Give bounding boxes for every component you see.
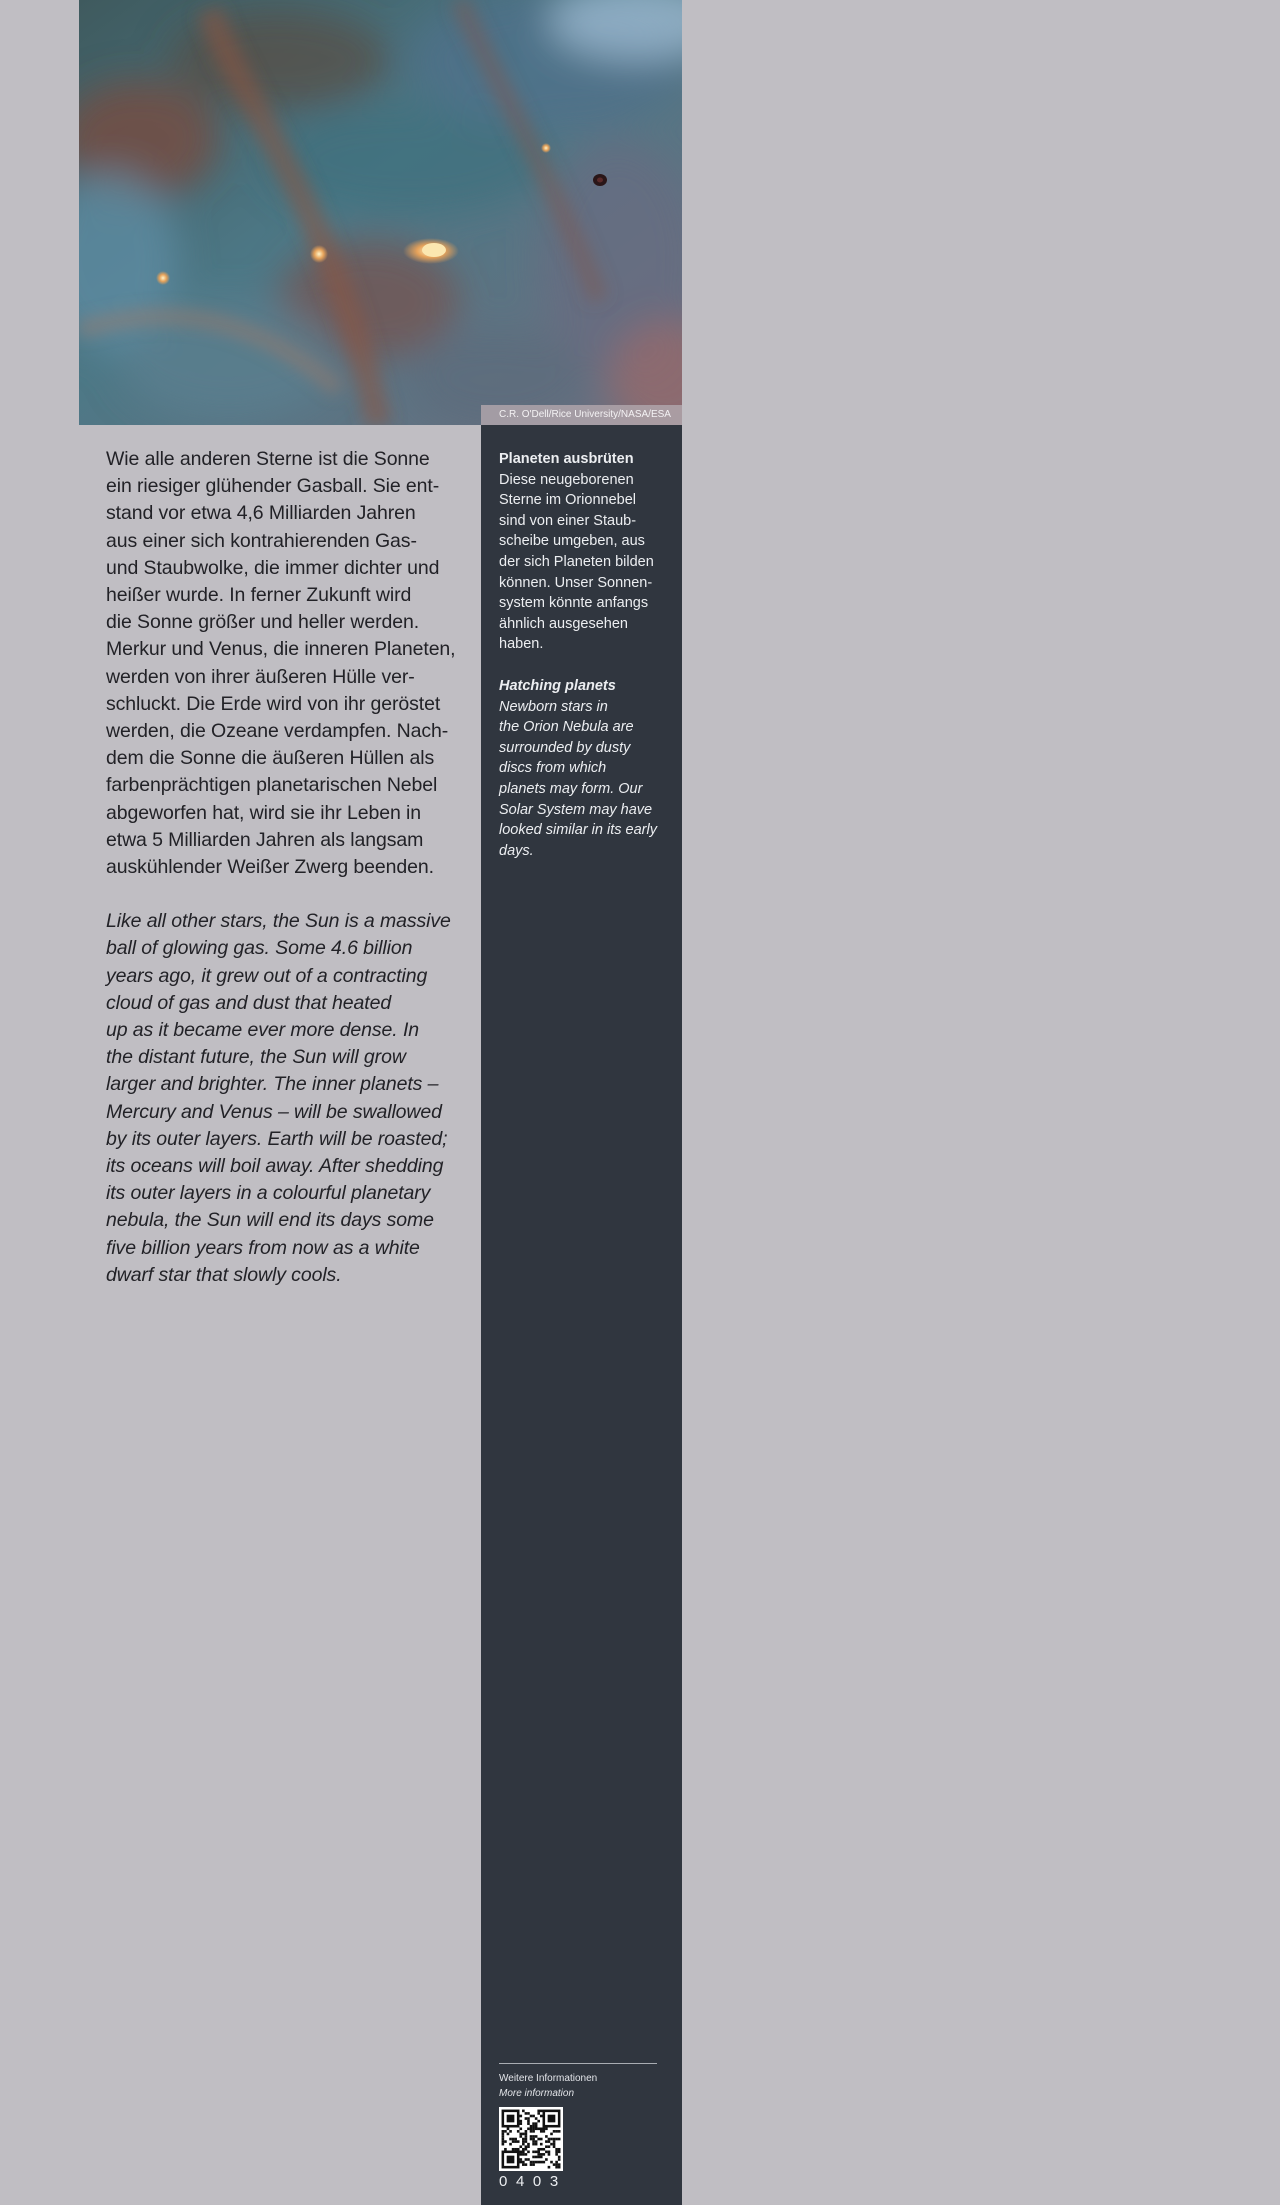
sidebar-title-english: Hatching planets xyxy=(499,678,616,694)
more-info-label-english: More information xyxy=(499,2087,575,2099)
divider xyxy=(499,2063,657,2064)
qr-code-icon[interactable] xyxy=(499,2107,563,2171)
main-article xyxy=(106,446,456,1289)
main-text-english: Like all other stars, the Sun is a massive ball of glowing gas. Some 4.6 billion years ago, it grew out of a contracting cloud of gas and dust that heated up as it became ever more dense. In the distant future, the Sun will grow larger and brighter. The inner planets – Mercury and Venus – will be swallowed by its outer layers. Earth will be roasted; its oceans will boil away. After shedding its outer layers in a colourful planetary nebula, the Sun will end its days some five billion years from now as a white dwarf star that slowly cools. xyxy=(106,910,451,1286)
sidebar-german-block xyxy=(499,449,669,655)
exhibit-code: 0403 xyxy=(499,2173,567,2190)
more-info-label-german: Weitere Informationen xyxy=(499,2073,598,2084)
info-sidebar xyxy=(481,425,682,2205)
more-information xyxy=(499,2063,657,2190)
sidebar-body-english: Newborn stars in the Orion Nebula are surrounded by dusty discs from which planets may form. Our Solar System may have looked similar in its early days. xyxy=(499,698,657,859)
photo-credit: C.R. O'Dell/Rice University/NASA/ESA xyxy=(481,405,682,425)
sidebar-english-block xyxy=(499,676,669,861)
orion-nebula-photo xyxy=(79,0,682,425)
sidebar-title-german: Planeten ausbrüten xyxy=(499,451,634,467)
sidebar-body-german: Diese neugeborenen Sterne im Orionnebel sind von einer Staub- scheibe umgeben, aus der sich Planeten bilden können. Unser Sonnen- system könnte anfangs ähnlich ausgesehen haben. xyxy=(499,471,654,653)
main-text-german: Wie alle anderen Sterne ist die Sonne ein riesiger glühender Gasball. Sie ent- stand vor etwa 4,6 Milliarden Jahren aus einer sich kontrahierenden Gas- und Staubwolke, die immer dichter und heißer wurde. In ferner Zukunft wird die Sonne größer und heller werden. Merkur und Venus, die inneren Planeten, werden von ihrer äußeren Hülle ver- schluckt. Die Erde wird von ihr geröstet werden, die Ozeane verdampfen. Nach- dem die Sonne die äußeren Hüllen als farbenprächtigen planetarischen Nebel abgeworfen hat, wird sie ihr Leben in etwa 5 Milliarden Jahren als langsam auskühlender Weißer Zwerg beenden. xyxy=(106,448,456,879)
